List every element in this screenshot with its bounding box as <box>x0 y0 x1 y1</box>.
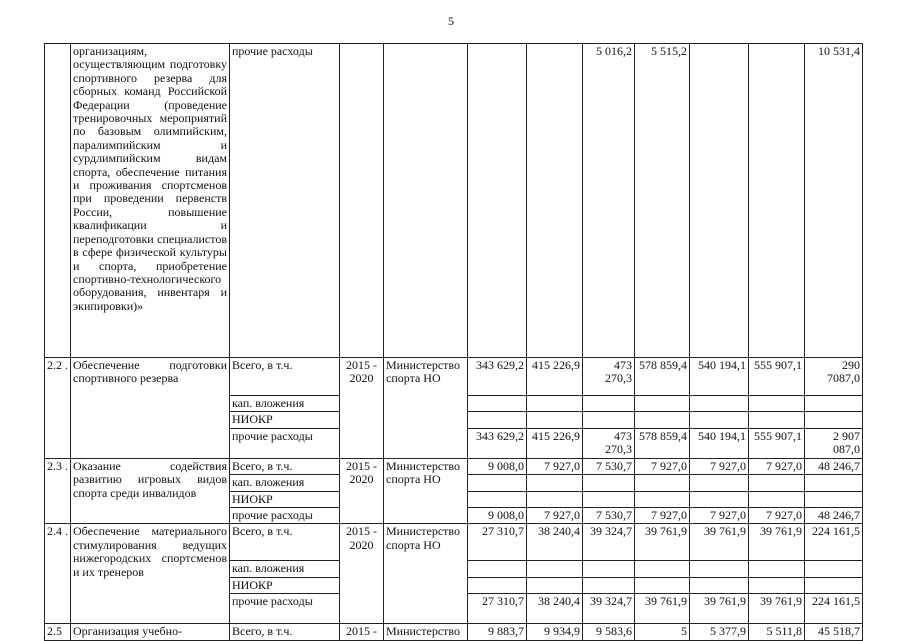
amount-cell <box>527 396 583 412</box>
amount-cell: 5 <box>635 624 690 640</box>
amount-cell: 7 927,0 <box>749 508 805 524</box>
amount-cell <box>583 577 635 593</box>
amount-cell: 473 270,3 <box>583 428 635 458</box>
expense-type: прочие расходы <box>230 44 340 358</box>
amount-cell <box>749 44 805 358</box>
amount-cell <box>527 577 583 593</box>
amount-cell: 7 927,0 <box>749 458 805 474</box>
table-row <box>45 624 863 640</box>
expense-type: НИОКР <box>230 577 340 593</box>
amount-cell <box>635 475 690 491</box>
amount-cell <box>805 412 863 428</box>
row-number: 2.2 . <box>45 358 71 459</box>
amount-cell <box>690 475 749 491</box>
amount-cell <box>805 561 863 577</box>
amount-cell <box>583 475 635 491</box>
amount-cell: 39 761,9 <box>749 524 805 561</box>
amount-cell: 555 907,1 <box>749 428 805 458</box>
amount-cell: 39 761,9 <box>635 524 690 561</box>
row-number: 2.4 . <box>45 524 71 624</box>
executor: Министерство спорта НО <box>384 524 468 624</box>
amount-cell <box>749 412 805 428</box>
table-row <box>45 458 863 474</box>
amount-cell: 9 883,7 <box>468 624 527 640</box>
expense-type: Всего, в т.ч. <box>230 624 340 640</box>
amount-cell <box>527 475 583 491</box>
amount-cell <box>749 396 805 412</box>
amount-cell: 7 927,0 <box>527 508 583 524</box>
amount-cell: 415 226,9 <box>527 428 583 458</box>
row-number: 2.5 <box>45 624 71 640</box>
amount-cell: 5 016,2 <box>583 44 635 358</box>
amount-cell <box>690 396 749 412</box>
amount-cell <box>635 396 690 412</box>
amount-cell <box>527 561 583 577</box>
amount-cell: 9 934,9 <box>527 624 583 640</box>
amount-cell: 7 530,7 <box>583 508 635 524</box>
executor <box>384 44 468 358</box>
amount-cell: 540 194,1 <box>690 358 749 396</box>
amount-cell: 39 761,9 <box>690 594 749 624</box>
amount-cell <box>635 561 690 577</box>
amount-cell <box>468 412 527 428</box>
amount-cell <box>468 396 527 412</box>
amount-cell: 7 927,0 <box>635 508 690 524</box>
amount-cell: 224 161,5 <box>805 594 863 624</box>
amount-cell: 27 310,7 <box>468 594 527 624</box>
row-number <box>45 44 71 358</box>
amount-cell: 27 310,7 <box>468 524 527 561</box>
expense-type: кап. вложения <box>230 396 340 412</box>
amount-cell: 343 629,2 <box>468 428 527 458</box>
amount-cell: 5 515,2 <box>635 44 690 358</box>
amount-cell <box>527 44 583 358</box>
measure-name: Обеспечение материального стимулирования ведущих нижегородских спортсменов и их тренеров <box>71 524 230 624</box>
page-number: 5 <box>448 14 454 28</box>
table-row <box>45 524 863 561</box>
period: 2015 - 2020 <box>340 524 384 624</box>
amount-cell: 7 927,0 <box>635 458 690 474</box>
period: 2015 - 2020 <box>340 458 384 524</box>
table-row <box>45 358 863 396</box>
amount-cell: 7 530,7 <box>583 458 635 474</box>
expense-type: НИОКР <box>230 491 340 507</box>
executor: Министерство спорта НО <box>384 458 468 524</box>
amount-cell: 9 008,0 <box>468 458 527 474</box>
amount-cell <box>583 491 635 507</box>
expense-type: Всего, в т.ч. <box>230 524 340 561</box>
executor: Министерство <box>384 624 468 640</box>
amount-cell <box>690 412 749 428</box>
amount-cell: 48 246,7 <box>805 508 863 524</box>
period <box>340 44 384 358</box>
amount-cell: 224 161,5 <box>805 524 863 561</box>
amount-cell: 540 194,1 <box>690 428 749 458</box>
amount-cell <box>468 44 527 358</box>
measure-name: Организация учебно- <box>71 624 230 640</box>
amount-cell: 5 377,9 <box>690 624 749 640</box>
amount-cell <box>468 491 527 507</box>
executor: Министерство спорта НО <box>384 358 468 459</box>
amount-cell: 38 240,4 <box>527 524 583 561</box>
amount-cell <box>690 491 749 507</box>
amount-cell: 39 324,7 <box>583 524 635 561</box>
amount-cell <box>635 577 690 593</box>
expense-type: прочие расходы <box>230 508 340 524</box>
expense-type: кап. вложения <box>230 475 340 491</box>
amount-cell <box>690 44 749 358</box>
amount-cell <box>690 577 749 593</box>
amount-cell: 2 907 087,0 <box>805 428 863 458</box>
expense-type: кап. вложения <box>230 561 340 577</box>
amount-cell <box>749 475 805 491</box>
amount-cell <box>805 396 863 412</box>
amount-cell <box>583 412 635 428</box>
amount-cell: 7 927,0 <box>690 458 749 474</box>
amount-cell: 48 246,7 <box>805 458 863 474</box>
amount-cell: 290 7087,0 <box>805 358 863 396</box>
amount-cell: 9 583,6 <box>583 624 635 640</box>
amount-cell: 10 531,4 <box>805 44 863 358</box>
amount-cell <box>527 491 583 507</box>
amount-cell: 473 270,3 <box>583 358 635 396</box>
amount-cell: 38 240,4 <box>527 594 583 624</box>
budget-table <box>44 43 863 641</box>
amount-cell: 7 927,0 <box>527 458 583 474</box>
amount-cell: 578 859,4 <box>635 358 690 396</box>
amount-cell <box>468 577 527 593</box>
amount-cell <box>805 491 863 507</box>
amount-cell: 39 761,9 <box>749 594 805 624</box>
expense-type: НИОКР <box>230 412 340 428</box>
amount-cell <box>635 412 690 428</box>
amount-cell <box>583 561 635 577</box>
measure-description: организациям, осуществляющим подготовку спортивного резерва для сборных команд Российской Федерации (проведение тренировочных мероприятий по базовым олимпийским, паралимпийским и сурдлимпийским видам спорта, обеспечение питания и проживания спортсменов при проведении первенств России, повышение квалификации и переподготовки специалистов в сфере физической культуры и спорта, приобретение спортивно-технологического оборудования, инвентаря и экипировки)» <box>71 44 230 358</box>
amount-cell <box>468 475 527 491</box>
amount-cell: 39 761,9 <box>635 594 690 624</box>
expense-type: прочие расходы <box>230 594 340 624</box>
amount-cell <box>468 561 527 577</box>
measure-name: Оказание содействия развитию игровых видов спорта среди инвалидов <box>71 458 230 524</box>
amount-cell <box>690 561 749 577</box>
amount-cell: 7 927,0 <box>690 508 749 524</box>
expense-type: прочие расходы <box>230 428 340 458</box>
amount-cell: 39 761,9 <box>690 524 749 561</box>
amount-cell: 5 511,8 <box>749 624 805 640</box>
amount-cell <box>635 491 690 507</box>
amount-cell: 343 629,2 <box>468 358 527 396</box>
row-number: 2.3 . <box>45 458 71 524</box>
period: 2015 - 2020 <box>340 358 384 459</box>
amount-cell <box>583 396 635 412</box>
amount-cell: 45 518,7 <box>805 624 863 640</box>
amount-cell <box>527 412 583 428</box>
measure-name: Обеспечение подготовки спортивного резерва <box>71 358 230 459</box>
amount-cell <box>805 475 863 491</box>
amount-cell: 415 226,9 <box>527 358 583 396</box>
amount-cell <box>805 577 863 593</box>
amount-cell: 555 907,1 <box>749 358 805 396</box>
amount-cell: 39 324,7 <box>583 594 635 624</box>
amount-cell: 578 859,4 <box>635 428 690 458</box>
expense-type: Всего, в т.ч. <box>230 458 340 474</box>
amount-cell <box>749 561 805 577</box>
table-row <box>45 44 863 358</box>
amount-cell <box>749 491 805 507</box>
period: 2015 - <box>340 624 384 640</box>
expense-type: Всего, в т.ч. <box>230 358 340 396</box>
amount-cell: 9 008,0 <box>468 508 527 524</box>
amount-cell <box>749 577 805 593</box>
